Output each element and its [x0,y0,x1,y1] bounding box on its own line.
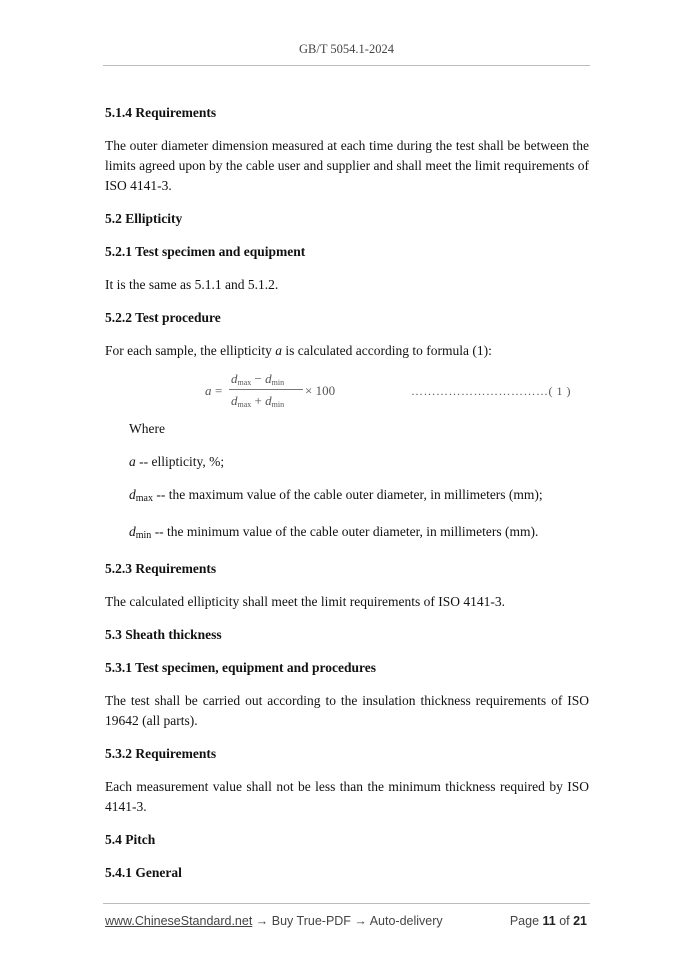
site-link[interactable]: www.ChineseStandard.net [105,914,253,928]
document-body [105,103,589,883]
section-heading: 5.1.4 Requirements [105,105,217,120]
ellipticity-formula: a = $d_{max} - d_{min}$ $d_{max} + d_{min}$ × 100 ……………………………( 1 ) [205,371,571,409]
section-heading: 5.3 Sheath thickness [105,627,222,642]
definition: a -- ellipticity, %; [129,454,225,469]
section-heading: 5.3.1 Test specimen, equipment and procedures [105,660,377,675]
page-header [0,42,693,57]
document-code: GB/T 5054.1-2024 [299,42,394,56]
page-indicator: Page 11 of 21 [509,914,587,928]
where-label: Where [129,421,165,436]
footer-links [105,914,443,928]
paragraph: The test shall be carried out according to the insulation thickness requirements of ISO 19642 (all parts). [105,693,589,728]
delivery-text: → Buy True-PDF → Auto-delivery [252,914,443,928]
section-heading: 5.2 Ellipticity [105,211,183,226]
definition: $d_{min}$ -- the minimum value of the cable outer diameter, in millimeters (mm). [129,524,539,541]
section-heading: 5.4.1 General [105,865,182,880]
paragraph: The outer diameter dimension measured at each time during the test shall be between the limits agreed upon by the cable user and supplier and shall meet the limit requirements of ISO 4141-3. [105,138,589,193]
paragraph: It is the same as 5.1.1 and 5.1.2. [105,277,279,292]
section-heading: 5.3.2 Requirements [105,746,217,761]
paragraph: The calculated ellipticity shall meet the limit requirements of ISO 4141-3. [105,594,506,609]
header-divider [103,65,590,66]
definition: $d_{max}$ -- the maximum value of the cable outer diameter, in millimeters (mm); [129,487,543,504]
section-heading: 5.2.1 Test specimen and equipment [105,244,306,259]
formula-number: ……………………………( 1 ) [411,384,571,398]
paragraph: For each sample, the ellipticity a is calculated according to formula (1): [105,343,492,358]
footer-divider [103,903,590,904]
section-heading: 5.2.2 Test procedure [105,310,221,325]
section-heading: 5.4 Pitch [105,832,156,847]
paragraph: Each measurement value shall not be less than the minimum thickness required by ISO 4141-3. [105,779,589,814]
section-heading: 5.2.3 Requirements [105,561,217,576]
